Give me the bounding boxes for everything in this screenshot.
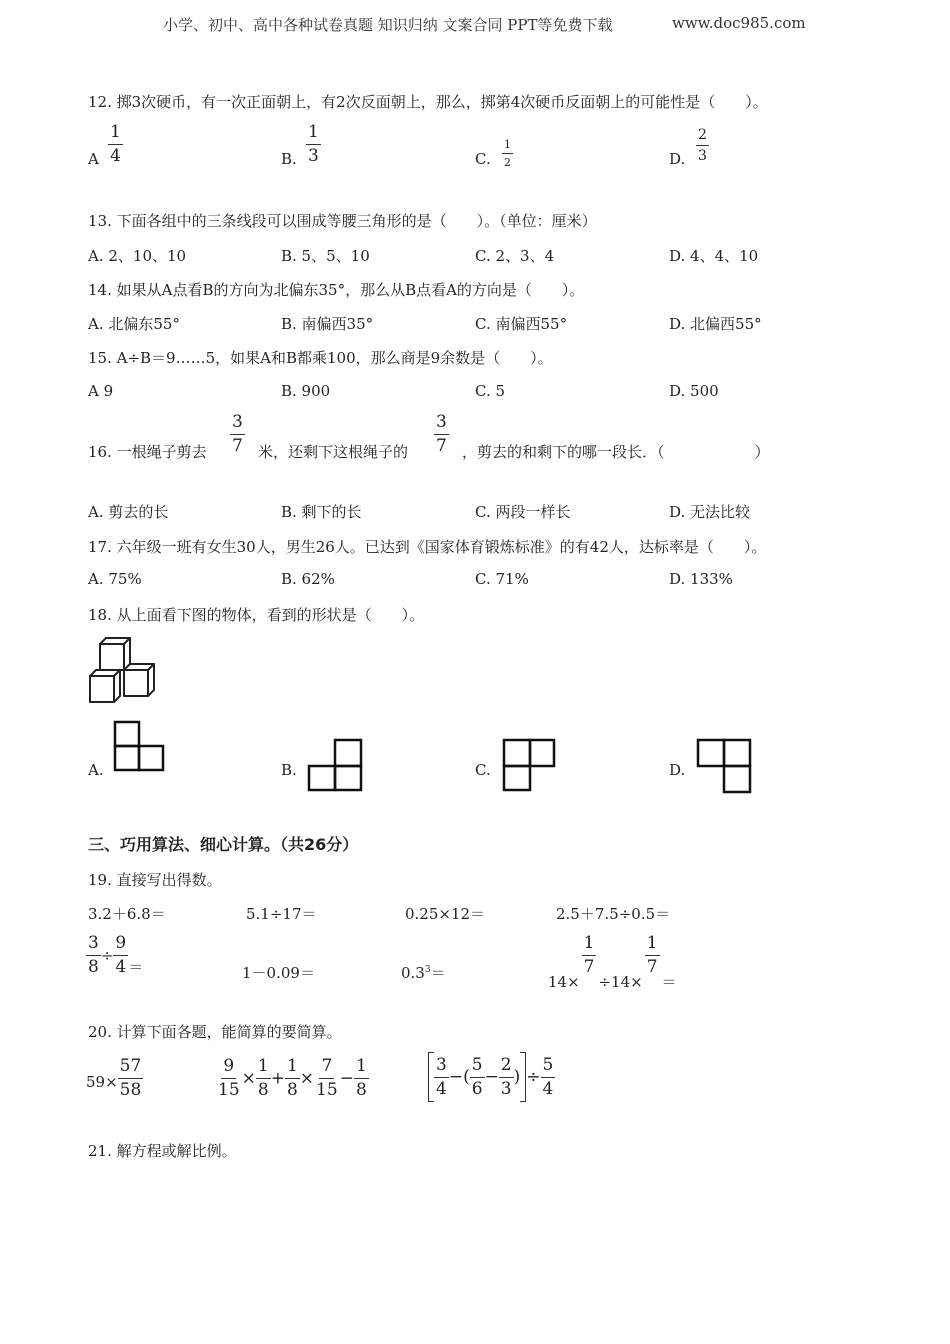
q13-stem: 13. 下面各组中的三条线段可以围成等腰三角形的是（ ）。（单位：厘米） [88, 212, 597, 230]
q14-option-b: B. 南偏西35° [281, 315, 374, 333]
q19-item-3: 0.25×12＝ [405, 905, 486, 923]
q18-option-b-shape [306, 737, 366, 793]
q19-item-4: 2.5＋7.5÷0.5＝ [556, 905, 671, 923]
q18-option-a-label: A. [88, 761, 104, 779]
q19-item-6: 1－0.09＝ [242, 964, 315, 982]
q12-option-d-fraction: $\frac{2}{3}$ [698, 127, 707, 164]
q19-item-8: 14× $\frac{1}{7}$ ÷14× $\frac{1}{7}$ ＝ [548, 933, 677, 991]
q16-fraction-1: $\frac{3}{7}$ [232, 412, 243, 456]
q14-option-d: D. 北偏西55° [669, 315, 762, 333]
cube-stack-figure [86, 636, 166, 706]
q12-option-c-fraction: $\frac{1}{2}$ [504, 138, 511, 169]
q19-item-2: 5.1÷17＝ [246, 905, 317, 923]
q14-option-c: C. 南偏西55° [475, 315, 568, 333]
q16-part2: 米，还剩下这根绳子的 [258, 443, 409, 461]
q16-option-a: A. 剪去的长 [88, 503, 169, 521]
q15-option-c: C. 5 [475, 382, 506, 400]
q13-option-b: B. 5、5、10 [281, 247, 370, 265]
q17-stem: 17. 六年级一班有女生30人，男生26人。已达到《国家体育锻炼标准》的有42人，达标率是（ ）。 [88, 538, 767, 556]
q12-option-b-fraction: $\frac{1}{3}$ [308, 122, 319, 166]
q20-expr-3: $\frac{3}{4}$ −( $\frac{5}{6}$ − $\frac{2}{3}$ ) ÷ $\frac{5}{4}$ [428, 1052, 555, 1102]
q12-option-d-label: D. [669, 150, 686, 168]
q21-stem: 21. 解方程或解比例。 [88, 1142, 237, 1160]
q18-option-d-label: D. [669, 761, 686, 779]
q17-option-b: B. 62% [281, 570, 335, 588]
q18-option-d-shape [695, 737, 755, 795]
q18-option-c-label: C. [475, 761, 491, 779]
q16-fraction-2: $\frac{3}{7}$ [436, 412, 447, 456]
q18-option-a-shape [112, 720, 168, 774]
q16-option-b: B. 剩下的长 [281, 503, 362, 521]
q16-option-c: C. 两段一样长 [475, 503, 571, 521]
q14-option-a: A. 北偏东55° [88, 315, 180, 333]
q19-item-5: $\frac{3}{8}$ ÷ $\frac{9}{4}$ ＝ [88, 933, 144, 977]
q14-stem: 14. 如果从A点看B的方向为北偏东35°，那么从B点看A的方向是（ ）。 [88, 281, 585, 299]
q15-option-b: B. 900 [281, 382, 331, 400]
q16-part3: ，剪去的和剩下的哪一段长．（ ） [462, 443, 770, 461]
q15-stem: 15. A÷B＝9……5，如果A和B都乘100，那么商是9余数是（ ）。 [88, 349, 553, 367]
q17-option-a: A. 75% [88, 570, 142, 588]
q13-option-c: C. 2、3、4 [475, 247, 555, 265]
q15-option-a: A 9 [88, 382, 114, 400]
q18-option-c-shape [501, 737, 559, 793]
q17-option-c: C. 71% [475, 570, 529, 588]
q19-item-1: 3.2＋6.8＝ [88, 905, 166, 923]
q12-option-a-fraction: $\frac{1}{4}$ [110, 122, 121, 166]
q12-option-c-label: C. [475, 150, 491, 168]
q20-stem: 20. 计算下面各题，能简算的要简算。 [88, 1023, 342, 1041]
q13-option-a: A. 2、10、10 [88, 247, 187, 265]
q15-option-d: D. 500 [669, 382, 719, 400]
q20-expr-2: $\frac{9}{15}$ × $\frac{1}{8}$ + $\frac{1}{8}$ × $\frac{7}{15}$ − $\frac{1}{8}$ [218, 1056, 367, 1100]
header-text: 小学、初中、高中各种试卷真题 知识归纳 文案合同 PPT等免费下载 [163, 16, 613, 34]
q17-option-d: D. 133% [669, 570, 733, 588]
q13-option-d: D. 4、4、10 [669, 247, 759, 265]
q16-part1: 16. 一根绳子剪去 [88, 443, 207, 461]
q12-option-a-label: A [88, 150, 99, 168]
q12-option-b-label: B. [281, 150, 297, 168]
q18-stem: 18. 从上面看下图的物体，看到的形状是（ ）。 [88, 606, 425, 624]
q18-option-b-label: B. [281, 761, 297, 779]
q19-stem: 19. 直接写出得数。 [88, 871, 222, 889]
q19-item-7: $0.3^3=$ [401, 964, 446, 982]
q16-option-d: D. 无法比较 [669, 503, 751, 521]
q12-stem: 12. 掷3次硬币，有一次正面朝上，有2次反面朝上，那么，掷第4次硬币反面朝上的可能性是（ ）。 [88, 93, 768, 111]
header-site: www.doc985.com [672, 14, 806, 32]
section-3-title: 三、巧用算法、细心计算。（共26分） [88, 835, 359, 854]
q20-expr-1: 59× $\frac{57}{58}$ [86, 1056, 142, 1100]
